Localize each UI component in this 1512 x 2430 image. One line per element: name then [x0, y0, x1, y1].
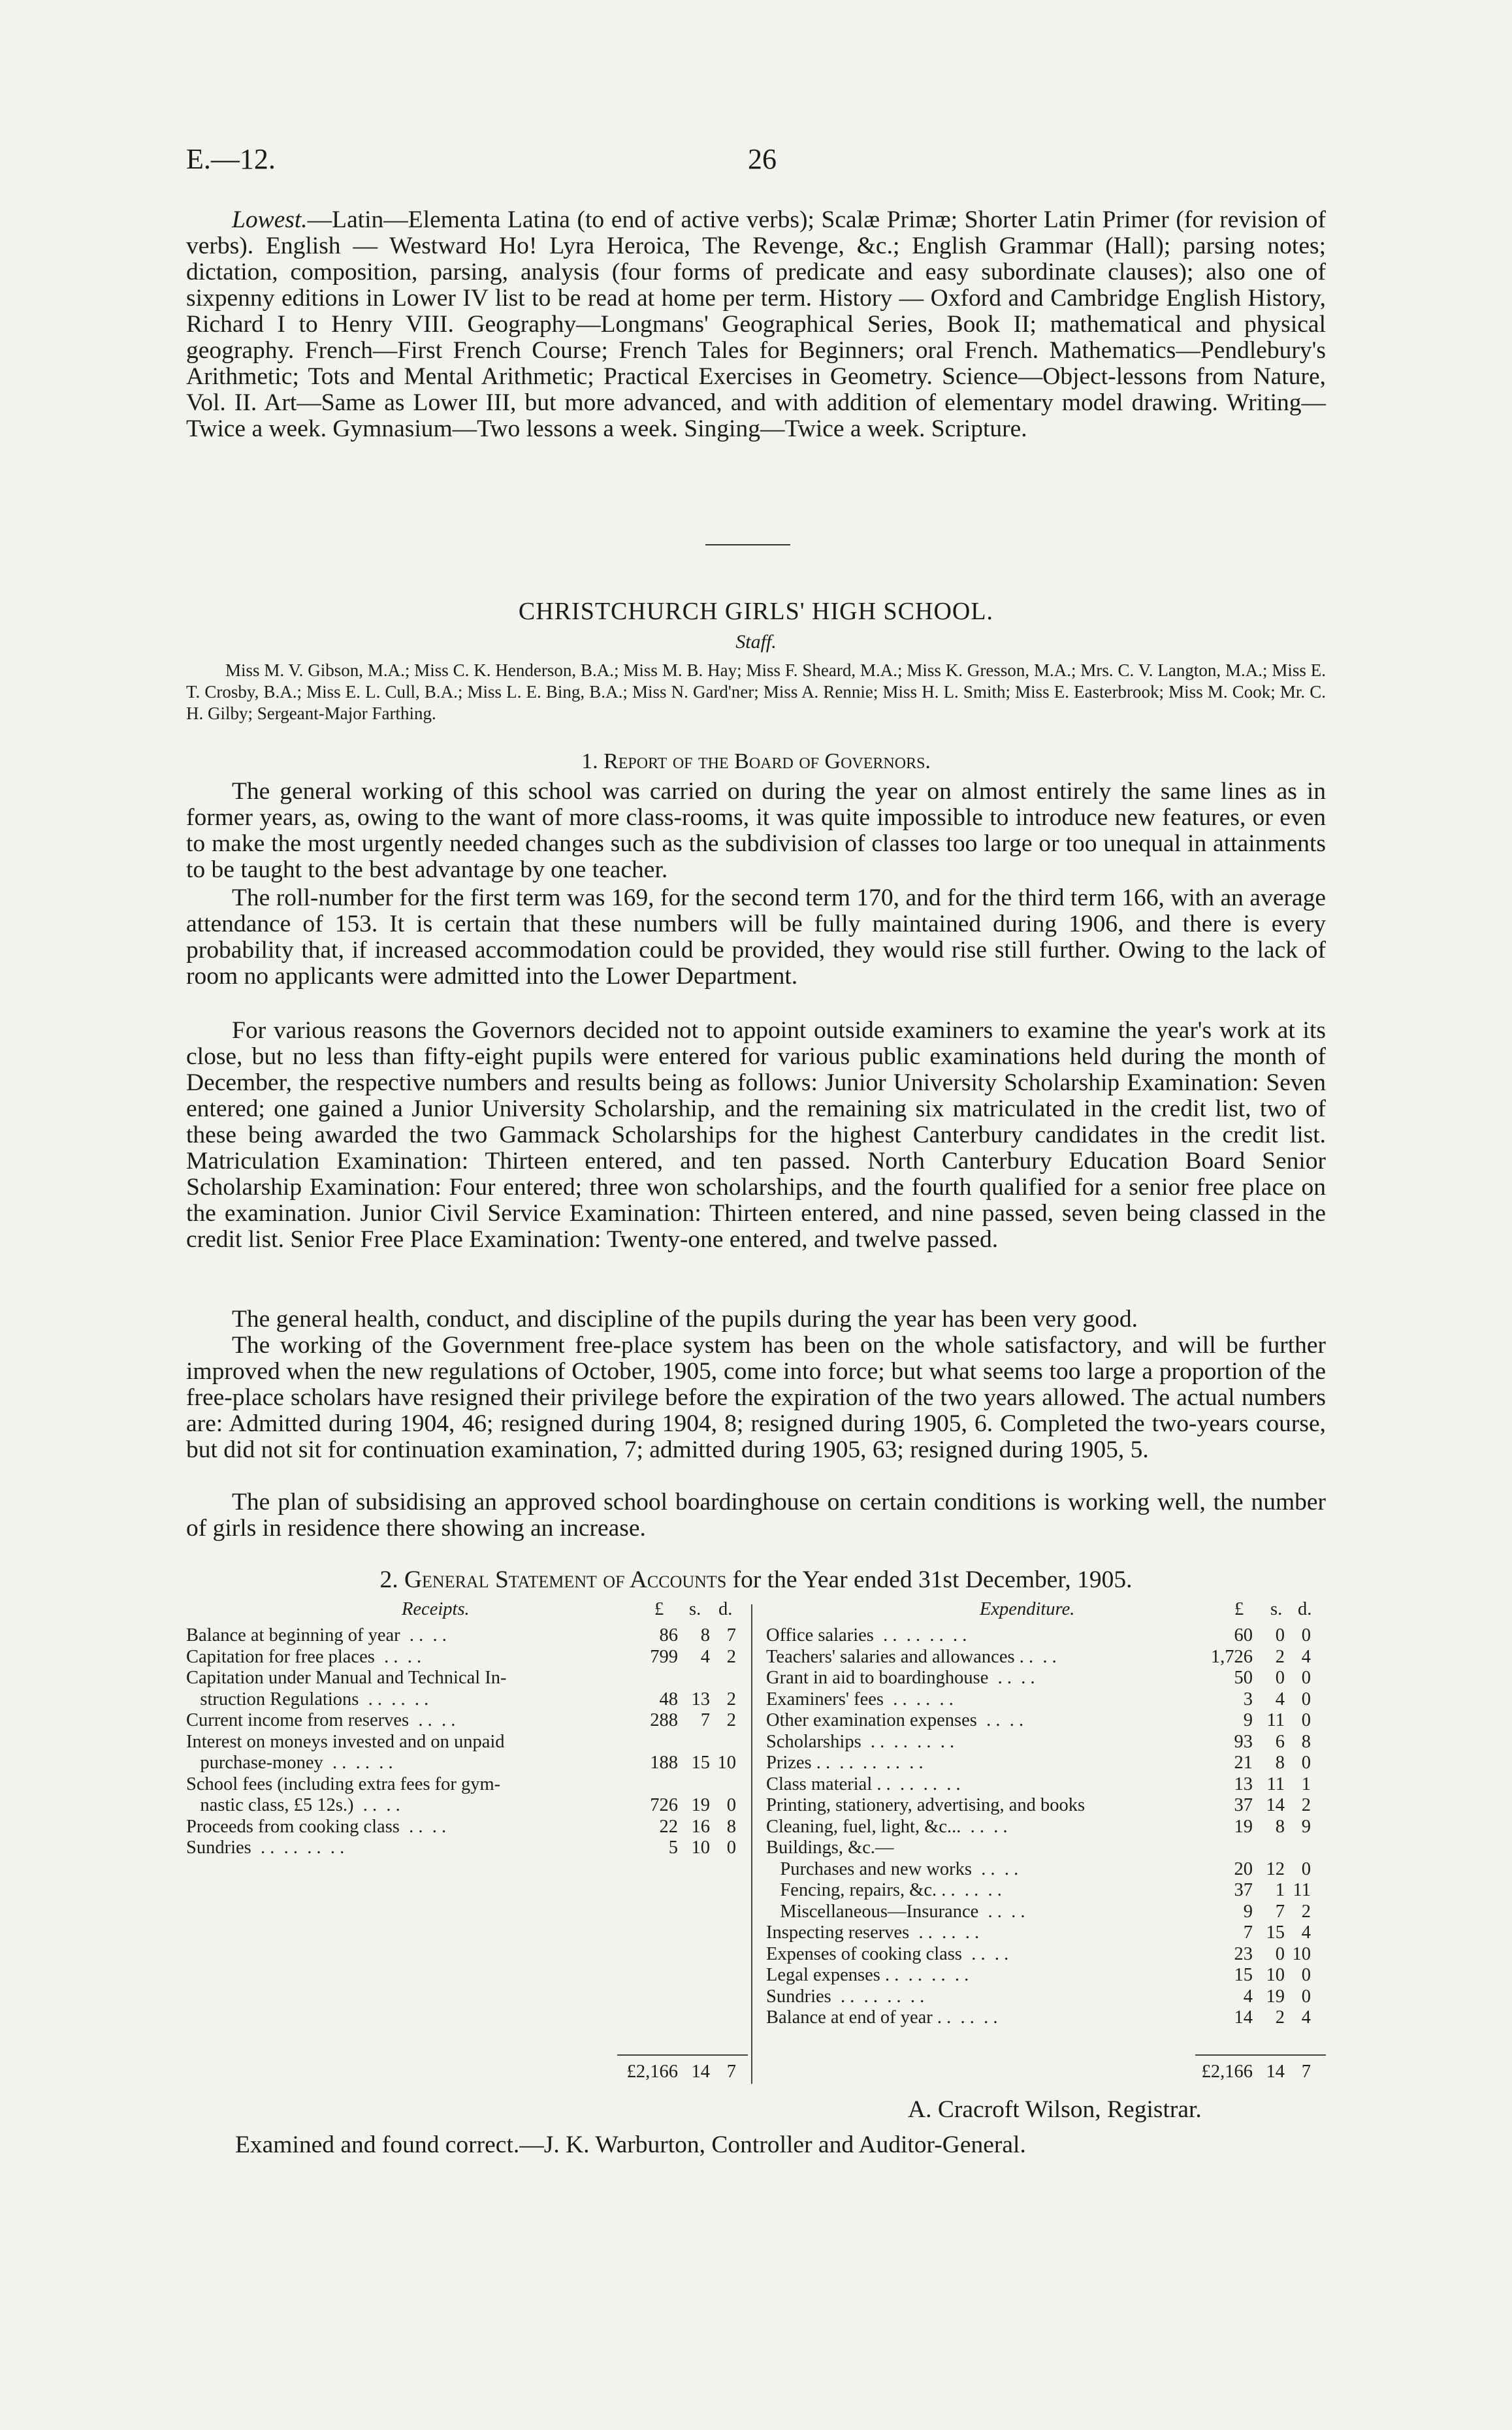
expenditure-shillings: 4 — [1275, 1689, 1285, 1709]
receipts-item-label: struction Regulations . . . . . . — [186, 1689, 429, 1709]
expenditure-row — [766, 1817, 1326, 1838]
report-paragraph: For various reasons the Governors decided not to appoint outside examiners to examine the year's work at its close, but no less than fifty-eight pupils were entered for various public examinations held during the month of December, the respective numbers and results being as follows: Junior University Scholarship Examination: Seven entered; one gained a Junior University Scholarship, and the remaining six matriculated in the credit list, two of these being awarded the two Gammack Scholarships for the highest Canterbury candidates in the credit list. Matriculation Examination: Thirteen entered, and ten passed. North Canterbury Education Board Senior Scholarship Examination: Four entered; three won scholarships, and the fourth qualified for a senior free place on the examination. Junior Civil Service Examination: Thirteen entered, and nine passed, seven being classed in the credit list. Senior Free Place Examination: Twenty-one entered, and twelve passed. — [186, 1017, 1326, 1253]
lowest-text: —Latin—Elementa Latina (to end of active verbs); Scalæ Primæ; Shorter Latin Primer (for revision of verbs). English — Westward Ho! Lyra Heroica, The Revenge, &c.; English Grammar (Hall); parsing notes; dictation, composition, parsing, analysis (four forms of predicate and easy subordinate clauses); also one of sixpenny editions in Lower IV list to be read at home per term. History — Oxford and Cambridge English History, Richard I to Henry VIII. Geography—Longmans' Geographical Series, Book II; mathematical and physical geography. French—First French Course; French Tales for Beginners; oral French. Mathematics—Pendlebury's Arithmetic; Tots and Mental Arithmetic; Practical Exercises in Geometry. Science—Object-lessons from Nature, Vol. II. Art—Same as Lower III, but more advanced, and with addition of elementary model drawing. Writing—Twice a week. Gymnasium—Two lessons a week. Singing—Twice a week. Scripture. — [186, 206, 1326, 442]
receipts-pound-header: £ — [654, 1599, 664, 1619]
staff-list: Miss M. V. Gibson, M.A.; Miss C. K. Henderson, B.A.; Miss M. B. Hay; Miss F. Sheard, M.A.; Miss K. Gresson, M.A.; Mrs. C. V. Langton, M.A.; Miss E. T. Crosby, B.A.; Miss E. L. Cull, B.A.; Miss L. E. Bing, B.A.; Miss N. Gard'ner; Miss A. Rennie; Miss H. L. Smith; Miss E. Easterbrook; Miss M. Cook; Mr. C. H. Gilby; Sergeant-Major Farthing. — [186, 660, 1326, 723]
expenditure-item-label: Scholarships . . . . . . . . — [766, 1731, 955, 1752]
expenditure-shillings: 2 — [1275, 1646, 1285, 1667]
receipts-total-rule — [617, 2054, 748, 2056]
receipts-item-label: School fees (including extra fees for gym- — [186, 1774, 501, 1794]
expenditure-pounds: 21 — [1234, 1753, 1253, 1773]
expenditure-item-label: Prizes . . . . . . . . . . — [766, 1753, 924, 1773]
accounts-heading-suffix: for the Year ended 31st December, 1905. — [732, 1566, 1133, 1593]
column-separator — [751, 1604, 752, 2084]
expenditure-pounds: 9 — [1243, 1710, 1253, 1730]
expenditure-pence: 8 — [1301, 1731, 1311, 1752]
expenditure-item-label: Sundries . . . . . . . . — [766, 1986, 925, 2007]
expenditure-pounds: 15 — [1234, 1965, 1253, 1985]
lowest-label: Lowest. — [232, 206, 308, 233]
receipts-pounds: 5 — [668, 1838, 678, 1858]
receipts-row — [186, 1774, 748, 1796]
expenditure-shillings: 0 — [1275, 1943, 1285, 1964]
receipts-shillings: 13 — [691, 1689, 710, 1709]
receipts-item-label: Capitation for free places . . . . — [186, 1646, 422, 1667]
expenditure-shillings: 12 — [1266, 1858, 1285, 1879]
expenditure-item-label: Office salaries . . . . . . . . — [766, 1625, 967, 1645]
receipts-pounds: 22 — [659, 1816, 678, 1837]
receipts-pence: 8 — [726, 1816, 736, 1837]
receipts-total-pence: 7 — [726, 2062, 736, 2082]
expenditure-item-label: Printing, stationery, advertising, and books — [766, 1795, 1086, 1815]
expenditure-shillings: 11 — [1266, 1710, 1285, 1730]
report-heading: 1. Report of the Board of Governors. — [581, 749, 931, 773]
expenditure-shillings: 11 — [1266, 1774, 1285, 1794]
report-code: E.—12. — [186, 143, 276, 175]
expenditure-row — [766, 1965, 1326, 1986]
receipts-column — [186, 1625, 748, 1859]
expenditure-shillings: 8 — [1275, 1753, 1285, 1773]
expenditure-row — [766, 1986, 1326, 2008]
receipts-pence: 2 — [726, 1710, 736, 1730]
expenditure-row — [766, 1795, 1326, 1817]
section-divider — [705, 544, 790, 545]
expenditure-header: Expenditure. — [980, 1599, 1075, 1619]
expenditure-shillings: 14 — [1266, 1795, 1285, 1815]
expenditure-shillings: 2 — [1275, 2007, 1285, 2028]
expenditure-column — [766, 1625, 1326, 2029]
expenditure-pence: 4 — [1301, 1922, 1311, 1943]
expenditure-item-label: Miscellaneous—Insurance . . . . — [766, 1901, 1025, 1922]
expenditure-pounds: 93 — [1234, 1731, 1253, 1752]
lowest-curriculum-paragraph — [186, 207, 1326, 442]
registrar-text: A. Cracroft Wilson, Registrar. — [908, 2096, 1202, 2123]
receipts-pence-header: d. — [718, 1599, 733, 1619]
expenditure-pounds: 13 — [1234, 1774, 1253, 1794]
receipts-pence: 2 — [726, 1646, 736, 1667]
receipts-item-label: Capitation under Manual and Technical In- — [186, 1668, 507, 1688]
expenditure-pence: 0 — [1301, 1986, 1311, 2007]
expenditure-item-label: Other examination expenses . . . . — [766, 1710, 1024, 1730]
expenditure-pence: 0 — [1301, 1668, 1311, 1688]
receipts-row — [186, 1710, 748, 1732]
receipts-item-label: Interest on moneys invested and on unpaid — [186, 1731, 505, 1752]
receipts-pence: 10 — [717, 1753, 736, 1773]
registrar-signature — [908, 2096, 1202, 2124]
expenditure-row — [766, 1732, 1326, 1753]
receipts-item-label: Current income from reserves . . . . — [186, 1710, 456, 1730]
receipts-item-label: Proceeds from cooking class . . . . — [186, 1816, 447, 1837]
receipts-pence: 2 — [726, 1689, 736, 1709]
expenditure-pence: 2 — [1301, 1901, 1311, 1922]
expenditure-pounds: 7 — [1243, 1922, 1253, 1943]
receipts-shillings: 19 — [691, 1795, 710, 1815]
expenditure-row — [766, 1753, 1326, 1774]
expenditure-row — [766, 1880, 1326, 1902]
expenditure-pounds: 3 — [1243, 1689, 1253, 1709]
receipts-header: Receipts. — [402, 1599, 470, 1619]
expenditure-pence: 0 — [1301, 1689, 1311, 1709]
staff-heading: Staff. — [735, 631, 777, 653]
receipts-row — [186, 1689, 748, 1711]
expenditure-item-label: Class material . . . . . . . . — [766, 1774, 961, 1794]
receipts-row — [186, 1625, 748, 1647]
expenditure-total-pounds: £2,166 — [1201, 2062, 1253, 2082]
expenditure-pence: 0 — [1301, 1625, 1311, 1645]
expenditure-total-rule — [1195, 2054, 1326, 2056]
accounts-heading-title: 2. General Statement of Accounts — [379, 1566, 727, 1593]
receipts-pounds: 188 — [650, 1753, 678, 1773]
expenditure-pence: 4 — [1301, 1646, 1311, 1667]
expenditure-pence: 0 — [1301, 1858, 1311, 1879]
receipts-row — [186, 1795, 748, 1817]
expenditure-item-label: Expenses of cooking class . . . . — [766, 1943, 1009, 1964]
receipts-pence: 7 — [726, 1625, 736, 1645]
expenditure-item-label: Buildings, &c.— — [766, 1838, 894, 1858]
expenditure-pence: 9 — [1301, 1816, 1311, 1837]
receipts-pounds: 48 — [659, 1689, 678, 1709]
page-number: 26 — [748, 143, 777, 175]
expenditure-item-label: Legal expenses . . . . . . . . — [766, 1965, 969, 1985]
receipts-shillings: 8 — [700, 1625, 710, 1645]
expenditure-pounds: 4 — [1243, 1986, 1253, 2007]
receipts-row — [186, 1838, 748, 1859]
expenditure-shillings: 8 — [1275, 1816, 1285, 1837]
expenditure-pence: 11 — [1293, 1880, 1311, 1900]
expenditure-shillings: 10 — [1266, 1965, 1285, 1985]
expenditure-shilling-header: s. — [1270, 1599, 1283, 1619]
expenditure-pounds: 1,726 — [1210, 1646, 1253, 1667]
expenditure-row — [766, 1902, 1326, 1923]
expenditure-pounds: 23 — [1234, 1943, 1253, 1964]
expenditure-shillings: 0 — [1275, 1668, 1285, 1688]
report-paragraph: The general health, conduct, and discipline of the pupils during the year has been very good. — [232, 1306, 1138, 1333]
expenditure-row — [766, 2007, 1326, 2029]
expenditure-row — [766, 1668, 1326, 1689]
receipts-item-label: Sundries . . . . . . . . — [186, 1838, 345, 1858]
receipts-row — [186, 1647, 748, 1668]
expenditure-pounds: 14 — [1234, 2007, 1253, 2028]
receipts-total-shillings: 14 — [691, 2062, 710, 2082]
expenditure-row — [766, 1647, 1326, 1668]
expenditure-item-label: Teachers' salaries and allowances . . . . — [766, 1646, 1057, 1667]
receipts-shillings: 16 — [691, 1816, 710, 1837]
expenditure-item-label: Fencing, repairs, &c. . . . . . . — [766, 1880, 1002, 1900]
expenditure-pence-header: d. — [1298, 1599, 1312, 1619]
expenditure-item-label: Balance at end of year . . . . . . — [766, 2007, 998, 2028]
expenditure-pound-header: £ — [1234, 1599, 1244, 1619]
expenditure-shillings: 6 — [1275, 1731, 1285, 1752]
expenditure-pence: 0 — [1301, 1710, 1311, 1730]
auditor-text: Examined and found correct.—J. K. Warburton, Controller and Auditor-General. — [235, 2131, 1026, 2158]
auditor-statement — [235, 2131, 1026, 2159]
expenditure-item-label: Examiners' fees . . . . . . — [766, 1689, 954, 1709]
receipts-pence: 0 — [726, 1795, 736, 1815]
receipts-pounds: 86 — [659, 1625, 678, 1645]
expenditure-pence: 4 — [1301, 2007, 1311, 2028]
report-paragraph: The roll-number for the first term was 169, for the second term 170, and for the third term 166, with an average attendance of 153. It is certain that these numbers will be fully maintained during 1906, and there is every probability that, if increased accommodation could be provided, they would rise still further. Owing to the lack of room no applicants were admitted into the Lower Department. — [186, 884, 1326, 990]
expenditure-row — [766, 1625, 1326, 1647]
expenditure-item-label: Grant in aid to boardinghouse . . . . — [766, 1668, 1035, 1688]
expenditure-pence: 1 — [1301, 1774, 1311, 1794]
receipts-row — [186, 1753, 748, 1774]
receipts-shillings: 15 — [691, 1753, 710, 1773]
expenditure-row — [766, 1689, 1326, 1711]
receipts-shilling-header: s. — [689, 1599, 701, 1619]
expenditure-shillings: 19 — [1266, 1986, 1285, 2007]
expenditure-item-label: Cleaning, fuel, light, &c... . . . . — [766, 1816, 1008, 1837]
expenditure-total-pence: 7 — [1301, 2062, 1311, 2082]
receipts-pence: 0 — [726, 1838, 736, 1858]
receipts-item-label: purchase-money . . . . . . — [186, 1753, 393, 1773]
expenditure-pounds: 50 — [1234, 1668, 1253, 1688]
expenditure-pence: 0 — [1301, 1965, 1311, 1985]
receipts-shillings: 10 — [691, 1838, 710, 1858]
expenditure-row — [766, 1838, 1326, 1859]
expenditure-pounds: 20 — [1234, 1858, 1253, 1879]
expenditure-item-label: Purchases and new works . . . . — [766, 1858, 1019, 1879]
accounts-heading — [186, 1566, 1326, 1594]
receipts-item-label: nastic class, £5 12s.) . . . . — [186, 1795, 400, 1815]
expenditure-shillings: 7 — [1275, 1901, 1285, 1922]
receipts-row — [186, 1732, 748, 1753]
receipts-pounds: 799 — [650, 1646, 678, 1667]
expenditure-row — [766, 1922, 1326, 1944]
expenditure-shillings: 0 — [1275, 1625, 1285, 1645]
expenditure-pence: 10 — [1292, 1943, 1311, 1964]
expenditure-shillings: 15 — [1266, 1922, 1285, 1943]
report-paragraph: The plan of subsidising an approved school boardinghouse on certain conditions is working well, the number of girls in residence there showing an increase. — [186, 1489, 1326, 1542]
expenditure-shillings: 1 — [1275, 1880, 1285, 1900]
expenditure-pounds: 37 — [1234, 1880, 1253, 1900]
expenditure-pence: 0 — [1301, 1753, 1311, 1773]
expenditure-pounds: 37 — [1234, 1795, 1253, 1815]
receipts-pounds: 726 — [650, 1795, 678, 1815]
expenditure-row — [766, 1859, 1326, 1881]
expenditure-pounds: 9 — [1243, 1901, 1253, 1922]
report-paragraph: The general working of this school was carried on during the year on almost entirely the same lines as in former years, as, owing to the want of more class-rooms, it was quite impossible to introduce new features, or even to make the most urgently needed changes such as the subdivision of classes too large or too unequal in attainments to be taught to the best advantage by one teacher. — [186, 778, 1326, 883]
expenditure-row — [766, 1710, 1326, 1732]
receipts-shillings: 7 — [700, 1710, 710, 1730]
receipts-row — [186, 1817, 748, 1838]
receipts-total-pounds: £2,166 — [626, 2062, 678, 2082]
expenditure-total-shillings: 14 — [1266, 2062, 1285, 2082]
receipts-row — [186, 1668, 748, 1689]
expenditure-row — [766, 1944, 1326, 1966]
expenditure-pounds: 19 — [1234, 1816, 1253, 1837]
expenditure-pence: 2 — [1301, 1795, 1311, 1815]
receipts-item-label: Balance at beginning of year . . . . — [186, 1625, 447, 1645]
receipts-shillings: 4 — [700, 1646, 710, 1667]
school-title: CHRISTCHURCH GIRLS' HIGH SCHOOL. — [518, 598, 994, 625]
expenditure-row — [766, 1774, 1326, 1796]
report-paragraph: The working of the Government free-place system has been on the whole satisfactory, and will be further improved when the new regulations of October, 1905, come into force; but what seems too large a proportion of the free-place scholars have resigned their privilege before the expiration of the two years allowed. The actual numbers are: Admitted during 1904, 46; resigned during 1904, 8; resigned during 1905, 6. Completed the two-years course, but did not sit for continuation examination, 7; admitted during 1905, 63; resigned during 1905, 5. — [186, 1332, 1326, 1463]
expenditure-item-label: Inspecting reserves . . . . . . — [766, 1922, 980, 1943]
receipts-pounds: 288 — [650, 1710, 678, 1730]
expenditure-pounds: 60 — [1234, 1625, 1253, 1645]
